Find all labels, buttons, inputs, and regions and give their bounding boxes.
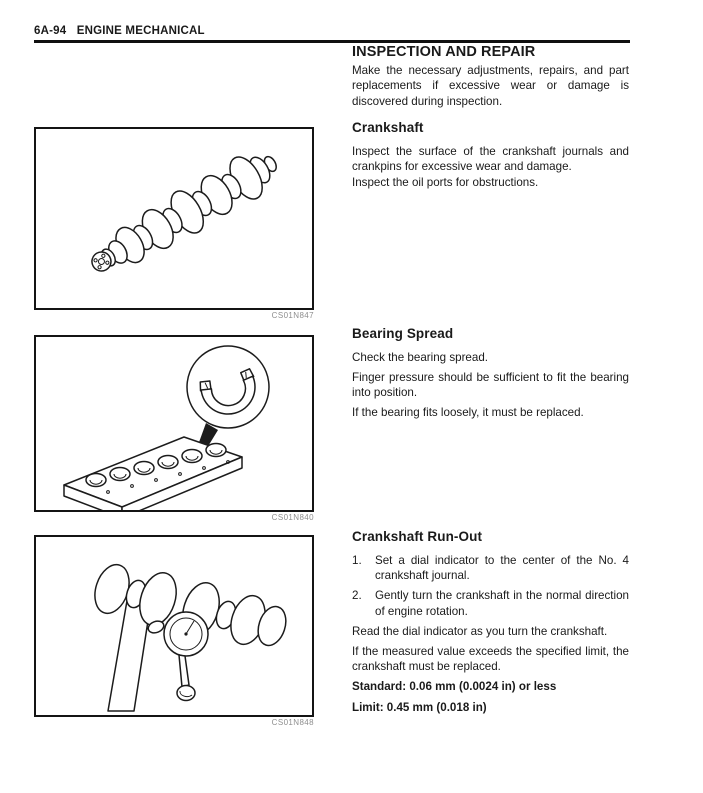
header-rule bbox=[34, 40, 630, 43]
section-inspection-and-repair bbox=[352, 44, 629, 114]
paragraph: Inspect the oil ports for obstructions. bbox=[352, 175, 539, 189]
figure-caption: CS01N848 bbox=[271, 718, 314, 727]
step-number: 2. bbox=[352, 589, 362, 603]
figure-caption: CS01N840 bbox=[271, 513, 314, 522]
spec-limit: Limit: 0.45 mm (0.018 in) bbox=[352, 700, 487, 714]
step-number: 1. bbox=[352, 554, 362, 567]
figure-bearing-spread-frame bbox=[34, 335, 314, 512]
page-header-title: ENGINE MECHANICAL bbox=[76, 25, 205, 37]
step-text: Gently turn the crankshaft in the normal direction of engine rotation. bbox=[375, 589, 629, 618]
page-header bbox=[34, 25, 205, 37]
figure-runout bbox=[34, 535, 314, 727]
paragraph: If the measured value exceeds the specified limit, the crankshaft must be replaced. bbox=[352, 644, 629, 673]
list-item bbox=[352, 588, 629, 619]
bearing-spread-illustration bbox=[36, 337, 312, 510]
paragraph: Inspect the surface of the crankshaft journals and crankpins for excessive wear and damage. bbox=[352, 145, 629, 174]
figure-crankshaft bbox=[34, 127, 314, 320]
figure-bearing-spread bbox=[34, 335, 314, 522]
runout-illustration bbox=[36, 537, 312, 715]
paragraph: Read the dial indicator as you turn the crankshaft. bbox=[352, 624, 608, 638]
cylinder-block bbox=[64, 437, 242, 510]
paragraph: Make the necessary adjustments, repairs, and part replacements if excessive wear or damage is discovered during inspection. bbox=[352, 64, 629, 108]
section-title: INSPECTION AND REPAIR bbox=[352, 44, 536, 60]
crankshaft-drawing bbox=[82, 142, 286, 287]
step-list bbox=[352, 553, 629, 619]
magnifier-circle bbox=[187, 346, 269, 428]
page-number: 6A-94 bbox=[34, 25, 67, 37]
spec-standard: Standard: 0.06 mm (0.0024 in) or less bbox=[352, 679, 557, 693]
list-item bbox=[352, 553, 629, 584]
section-title: Crankshaft Run-Out bbox=[352, 529, 483, 544]
section-title: Crankshaft bbox=[352, 120, 424, 135]
paragraph: Finger pressure should be sufficient to fit the bearing into position. bbox=[352, 370, 629, 400]
step-text: Set a dial indicator to the center of the No. 4 crankshaft journal. bbox=[375, 554, 629, 583]
paragraph: If the bearing fits loosely, it must be replaced. bbox=[352, 406, 584, 420]
figure-crankshaft-frame bbox=[34, 127, 314, 310]
crankshaft-illustration bbox=[36, 129, 312, 308]
section-crankshaft-runout bbox=[352, 529, 629, 721]
figure-runout-frame bbox=[34, 535, 314, 717]
paragraph: Check the bearing spread. bbox=[352, 351, 488, 364]
section-crankshaft bbox=[352, 120, 629, 190]
figure-caption: CS01N847 bbox=[271, 311, 314, 320]
section-bearing-spread bbox=[352, 326, 629, 425]
dial-indicator bbox=[147, 612, 208, 701]
section-title: Bearing Spread bbox=[352, 326, 454, 341]
